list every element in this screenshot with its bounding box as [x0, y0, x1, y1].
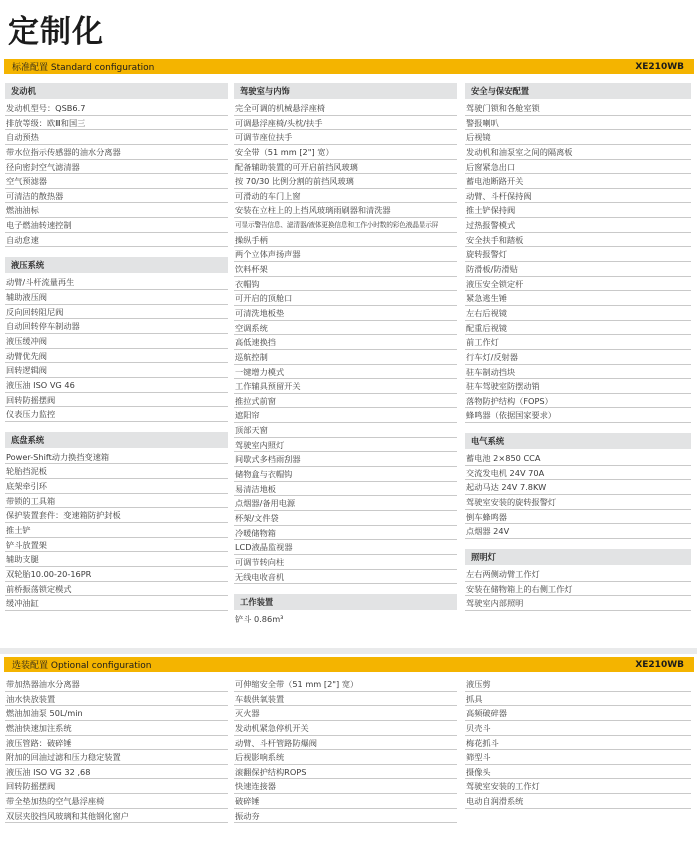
spec-item: 可调节转向柱	[234, 555, 457, 570]
spec-item: 电子燃油转速控制	[5, 218, 228, 233]
option-item: 后视影响系统	[234, 750, 457, 765]
spec-item: 工作辅具预留开关	[234, 379, 457, 394]
spec-item: 警报喇叭	[465, 116, 691, 131]
spec-item: 后窗紧急出口	[465, 160, 691, 175]
optional-column-1	[5, 677, 228, 823]
section-header: 工作装置	[234, 594, 457, 610]
section-header: 底盘系统	[5, 432, 228, 448]
spec-item: 配备辅助装置的可开启前挡风玻璃	[234, 160, 457, 175]
option-item: 摄像头	[465, 765, 691, 780]
option-item: 带全垫加热的空气悬浮座椅	[5, 794, 228, 809]
page-title: 定制化	[8, 14, 104, 50]
spec-item: 间歇式多档雨刮器	[234, 452, 457, 467]
spec-item: 蓄电池断路开关	[465, 174, 691, 189]
optional-config-model: XE210WB	[635, 659, 684, 670]
spec-item: 驻车制动挡块	[465, 365, 691, 380]
spec-item: 饮料杯架	[234, 262, 457, 277]
spec-item: 燃油油标	[5, 203, 228, 218]
spec-item: 左右后视镜	[465, 306, 691, 321]
option-item: 筛型斗	[465, 750, 691, 765]
spec-item: 起动马达 24V 7.8KW	[465, 480, 691, 495]
standard-config-label: 标准配置 Standard configuration	[12, 63, 155, 73]
section-header: 驾驶室与内饰	[234, 83, 457, 99]
spec-item: 配重后视镜	[465, 321, 691, 336]
spec-item: 发动机和油泵室之间的隔离板	[465, 145, 691, 160]
option-item: 发动机紧急停机开关	[234, 721, 457, 736]
section-divider	[0, 648, 697, 654]
spec-item: 顶部天窗	[234, 423, 457, 438]
section-header: 液压系统	[5, 257, 228, 273]
spec-item: 自动预热	[5, 130, 228, 145]
spec-item: 易清洁地板	[234, 482, 457, 497]
spec-item: 可清洗地板垫	[234, 306, 457, 321]
spec-item: 液压安全锁定杆	[465, 277, 691, 292]
spec-item: 冷暖储物箱	[234, 526, 457, 541]
option-item: 燃油加油泵 50L/min	[5, 706, 228, 721]
spec-item: 无线电收音机	[234, 570, 457, 585]
option-item: 快速连接器	[234, 779, 457, 794]
spec-item: 反向回转阻尼阀	[5, 305, 228, 320]
standard-column-3	[465, 83, 691, 611]
option-item: 振动夯	[234, 809, 457, 824]
standard-config-model: XE210WB	[635, 61, 684, 72]
spec-item: 径向密封空气滤清器	[5, 160, 228, 175]
spec-item: 安装在立柱上的上挡风玻璃雨刷器和清洗器	[234, 203, 457, 218]
spec-item: 两个立体声扬声器	[234, 247, 457, 262]
spec-item: 动臂优先阀	[5, 349, 228, 364]
option-item: 双层夹胶挡风玻璃和其他钢化窗户	[5, 809, 228, 824]
option-item: 带加热器油水分离器	[5, 677, 228, 692]
spec-item: 左右两侧动臂工作灯	[465, 567, 691, 582]
option-item: 抓具	[465, 692, 691, 707]
spec-item: 液压缓冲阀	[5, 334, 228, 349]
spec-item: 高低速换挡	[234, 335, 457, 350]
spec-item: 动臂、斗杆保持阀	[465, 189, 691, 204]
spec-item: 驾驶室内照灯	[234, 438, 457, 453]
spec-item: 缓冲油缸	[5, 596, 228, 611]
option-item: 液压油 ISO VG 32 ,68	[5, 765, 228, 780]
spec-item: 安装在储物箱上的右侧工作灯	[465, 582, 691, 597]
spec-item: 旋转报警灯	[465, 247, 691, 262]
optional-column-3	[465, 677, 691, 809]
section-header: 安全与保安配置	[465, 83, 691, 99]
standard-column-1	[5, 83, 228, 611]
spec-item: 辅助液压阀	[5, 290, 228, 305]
spec-item: 推土铲	[5, 523, 228, 538]
spec-item: 可滑动的车门上窗	[234, 189, 457, 204]
spec-item: 驾驶室安装的旋转报警灯	[465, 495, 691, 510]
spec-item: 一键增力模式	[234, 365, 457, 380]
spec-item: 可显示警告信息、滤清器/液体更换信息和工作小时数的彩色液晶显示屏	[234, 218, 457, 233]
spec-item: 驻车驾驶室防摆动销	[465, 379, 691, 394]
spec-item: 驾驶室内部照明	[465, 596, 691, 611]
spec-item: 自动回转停车制动器	[5, 319, 228, 334]
spec-item: 操纵手柄	[234, 233, 457, 248]
spec-item: 驾驶门锁和各舱室锁	[465, 101, 691, 116]
spec-item: 完全可调的机械悬浮座椅	[234, 101, 457, 116]
standard-column-2	[234, 83, 457, 627]
spec-item: Power-Shift动力换挡变速箱	[5, 450, 228, 465]
spec-item: 可调悬浮座椅/头枕/扶手	[234, 116, 457, 131]
spec-item: 交流发电机 24V 70A	[465, 466, 691, 481]
spec-item: 前工作灯	[465, 335, 691, 350]
spec-item: 双轮胎10.00-20-16PR	[5, 567, 228, 582]
spec-item: 动臂/斗杆流量再生	[5, 275, 228, 290]
spec-item: 后视镜	[465, 130, 691, 145]
spec-item: 铲斗 0.86m³	[235, 614, 284, 625]
option-item: 可伸缩安全带（51 mm [2"] 宽）	[234, 677, 457, 692]
option-item: 破碎锤	[234, 794, 457, 809]
option-item: 驾驶室安装的工作灯	[465, 779, 691, 794]
option-item: 动臂、斗杆管路防爆阀	[234, 736, 457, 751]
spec-item: 回转防摇摆阀	[5, 393, 228, 408]
spec-item: 倒车蜂鸣器	[465, 510, 691, 525]
spec-item: 落物防护结构（FOPS）	[465, 394, 691, 409]
spec-item: 行车灯/反射器	[465, 350, 691, 365]
spec-item: 巡航控制	[234, 350, 457, 365]
spec-item: 仪表压力监控	[5, 407, 228, 422]
spec-item: 可清洁的散热器	[5, 189, 228, 204]
spec-item: 防滑板/防滑贴	[465, 262, 691, 277]
optional-config-band	[4, 657, 694, 672]
spec-item: 回转逻辑阀	[5, 363, 228, 378]
spec-item: 保护装置套件：变速箱防护封板	[5, 508, 228, 523]
spec-item: 推土铲保持阀	[465, 203, 691, 218]
spec-item: 前桥振荡锁定模式	[5, 582, 228, 597]
spec-item: 杯架/文件袋	[234, 511, 457, 526]
option-item: 油水快放装置	[5, 692, 228, 707]
spec-item: 空气预滤器	[5, 174, 228, 189]
option-item: 回转防摇摆阀	[5, 779, 228, 794]
spec-item: 点烟器/备用电源	[234, 496, 457, 511]
option-item: 灭火器	[234, 706, 457, 721]
spec-item: 自动怠速	[5, 233, 228, 248]
spec-item: LCD液晶监视器	[234, 540, 457, 555]
optional-config-label: 选装配置 Optional configuration	[12, 661, 152, 671]
spec-item: 发动机型号：QSB6.7	[5, 101, 228, 116]
spec-item: 推拉式前窗	[234, 394, 457, 409]
spec-item: 辅助支腿	[5, 552, 228, 567]
option-item: 电动自润滑系统	[465, 794, 691, 809]
optional-column-2	[234, 677, 457, 823]
spec-item: 空调系统	[234, 321, 457, 336]
option-item: 附加的回油过滤和压力稳定装置	[5, 750, 228, 765]
option-item: 车载供氧装置	[234, 692, 457, 707]
option-item: 滚翻保护结构ROPS	[234, 765, 457, 780]
spec-item: 点烟器 24V	[465, 524, 691, 539]
spec-item: 安全带（51 mm [2"] 宽）	[234, 145, 457, 160]
option-item: 液压剪	[465, 677, 691, 692]
section-header: 照明灯	[465, 549, 691, 565]
section-header: 发动机	[5, 83, 228, 99]
spec-item: 紧急逃生锤	[465, 291, 691, 306]
spec-item: 过热报警模式	[465, 218, 691, 233]
spec-item: 按 70/30 比例分割的前挡风玻璃	[234, 174, 457, 189]
spec-item: 可开启的顶舱口	[234, 291, 457, 306]
option-item: 高频破碎器	[465, 706, 691, 721]
spec-item: 带水位指示传感器的油水分离器	[5, 145, 228, 160]
option-item: 贝壳斗	[465, 721, 691, 736]
spec-item: 铲斗放置架	[5, 538, 228, 553]
spec-item: 液压油 ISO VG 46	[5, 378, 228, 393]
standard-config-band	[4, 59, 694, 74]
spec-item: 蓄电池 2×850 CCA	[465, 451, 691, 466]
section-header: 电气系统	[465, 433, 691, 449]
spec-item: 蜂鸣器（依据国家要求）	[465, 408, 691, 423]
spec-item: 底架牵引环	[5, 479, 228, 494]
option-item: 液压管路：破碎锤	[5, 736, 228, 751]
spec-item: 带锁的工具箱	[5, 494, 228, 509]
option-item: 燃油快速加注系统	[5, 721, 228, 736]
spec-item: 轮胎挡泥板	[5, 464, 228, 479]
spec-item: 排放等级：欧Ⅲ和国三	[5, 116, 228, 131]
spec-item: 可调节座位扶手	[234, 130, 457, 145]
option-item: 梅花抓斗	[465, 736, 691, 751]
spec-item: 储物盒与衣帽钩	[234, 467, 457, 482]
spec-item: 遮阳帘	[234, 408, 457, 423]
spec-item: 衣帽钩	[234, 277, 457, 292]
spec-item: 安全扶手和踏板	[465, 233, 691, 248]
